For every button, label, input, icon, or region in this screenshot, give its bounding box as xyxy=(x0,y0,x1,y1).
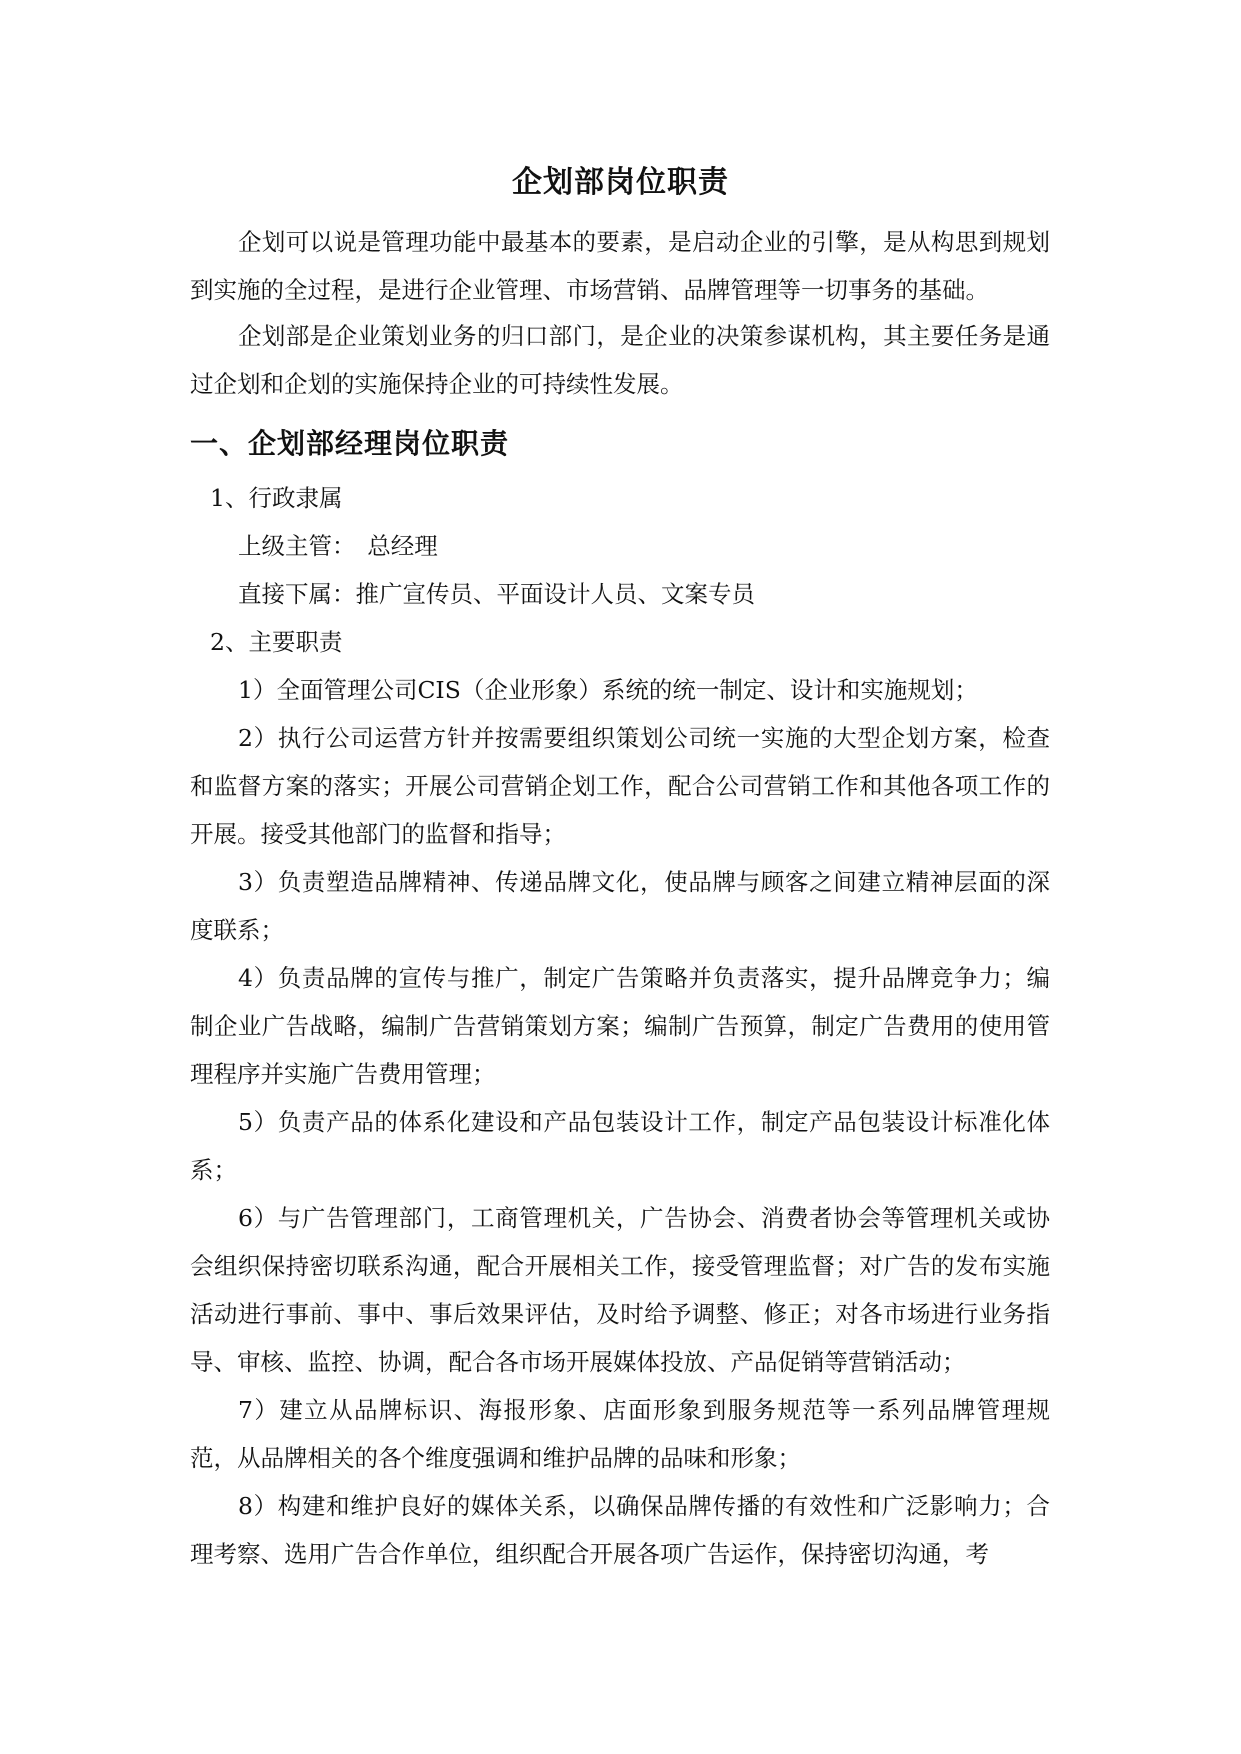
duty-item-1: 1）全面管理公司CIS（企业形象）系统的统一制定、设计和实施规划； xyxy=(238,676,978,704)
duty-item-6: 6）与广告管理部门，工商管理机关，广告协会、消费者协会等管理机关或协会组织保持密切联系沟通，配合开展相关工作，接受管理监督；对广告的发布实施活动进行事前、事中、事后效果评估，及时给予调整、修正；对各市场进行业务指导、审核、监控、协调，配合各市场开展媒体投放、产品促销等营销活动； xyxy=(190,1204,1050,1376)
intro-paragraph-1: 企划可以说是管理功能中最基本的要素，是启动企业的引擎，是从构思到规划到实施的全过程，是进行企业管理、市场营销、品牌管理等一切事务的基础。 xyxy=(190,228,1050,304)
subsection-heading-duties: 2、主要职责 xyxy=(210,628,343,656)
section-heading: 一、企划部经理岗位职责 xyxy=(190,427,510,460)
duty-item-8: 8）构建和维护良好的媒体关系，以确保品牌传播的有效性和广泛影响力；合理考察、选用广告合作单位，组织配合开展各项广告运作，保持密切沟通，考 xyxy=(190,1492,1050,1568)
duty-item-7: 7）建立从品牌标识、海报形象、店面形象到服务规范等一系列品牌管理规范，从品牌相关的各个维度强调和维护品牌的品味和形象； xyxy=(190,1396,1050,1472)
duty-item-5: 5）负责产品的体系化建设和产品包装设计工作，制定产品包装设计标准化体系； xyxy=(190,1108,1050,1184)
duty-item-4: 4）负责品牌的宣传与推广，制定广告策略并负责落实，提升品牌竞争力；编制企业广告战略，编制广告营销策划方案；编制广告预算，制定广告费用的使用管理程序并实施广告费用管理； xyxy=(190,964,1050,1088)
subordinates-line: 直接下属：推广宣传员、平面设计人员、文案专员 xyxy=(238,580,755,608)
page-title: 企划部岗位职责 xyxy=(512,165,729,200)
superior-line: 上级主管： 总经理 xyxy=(238,532,438,560)
duty-item-3: 3）负责塑造品牌精神、传递品牌文化，使品牌与顾客之间建立精神层面的深度联系； xyxy=(190,868,1050,944)
intro-paragraph-2: 企划部是企业策划业务的归口部门，是企业的决策参谋机构，其主要任务是通过企划和企划的实施保持企业的可持续性发展。 xyxy=(190,322,1050,398)
subsection-heading-admin: 1、行政隶属 xyxy=(210,484,343,512)
duty-item-2: 2）执行公司运营方针并按需要组织策划公司统一实施的大型企划方案，检查和监督方案的落实；开展公司营销企划工作，配合公司营销工作和其他各项工作的开展。接受其他部门的监督和指导； xyxy=(190,724,1050,848)
